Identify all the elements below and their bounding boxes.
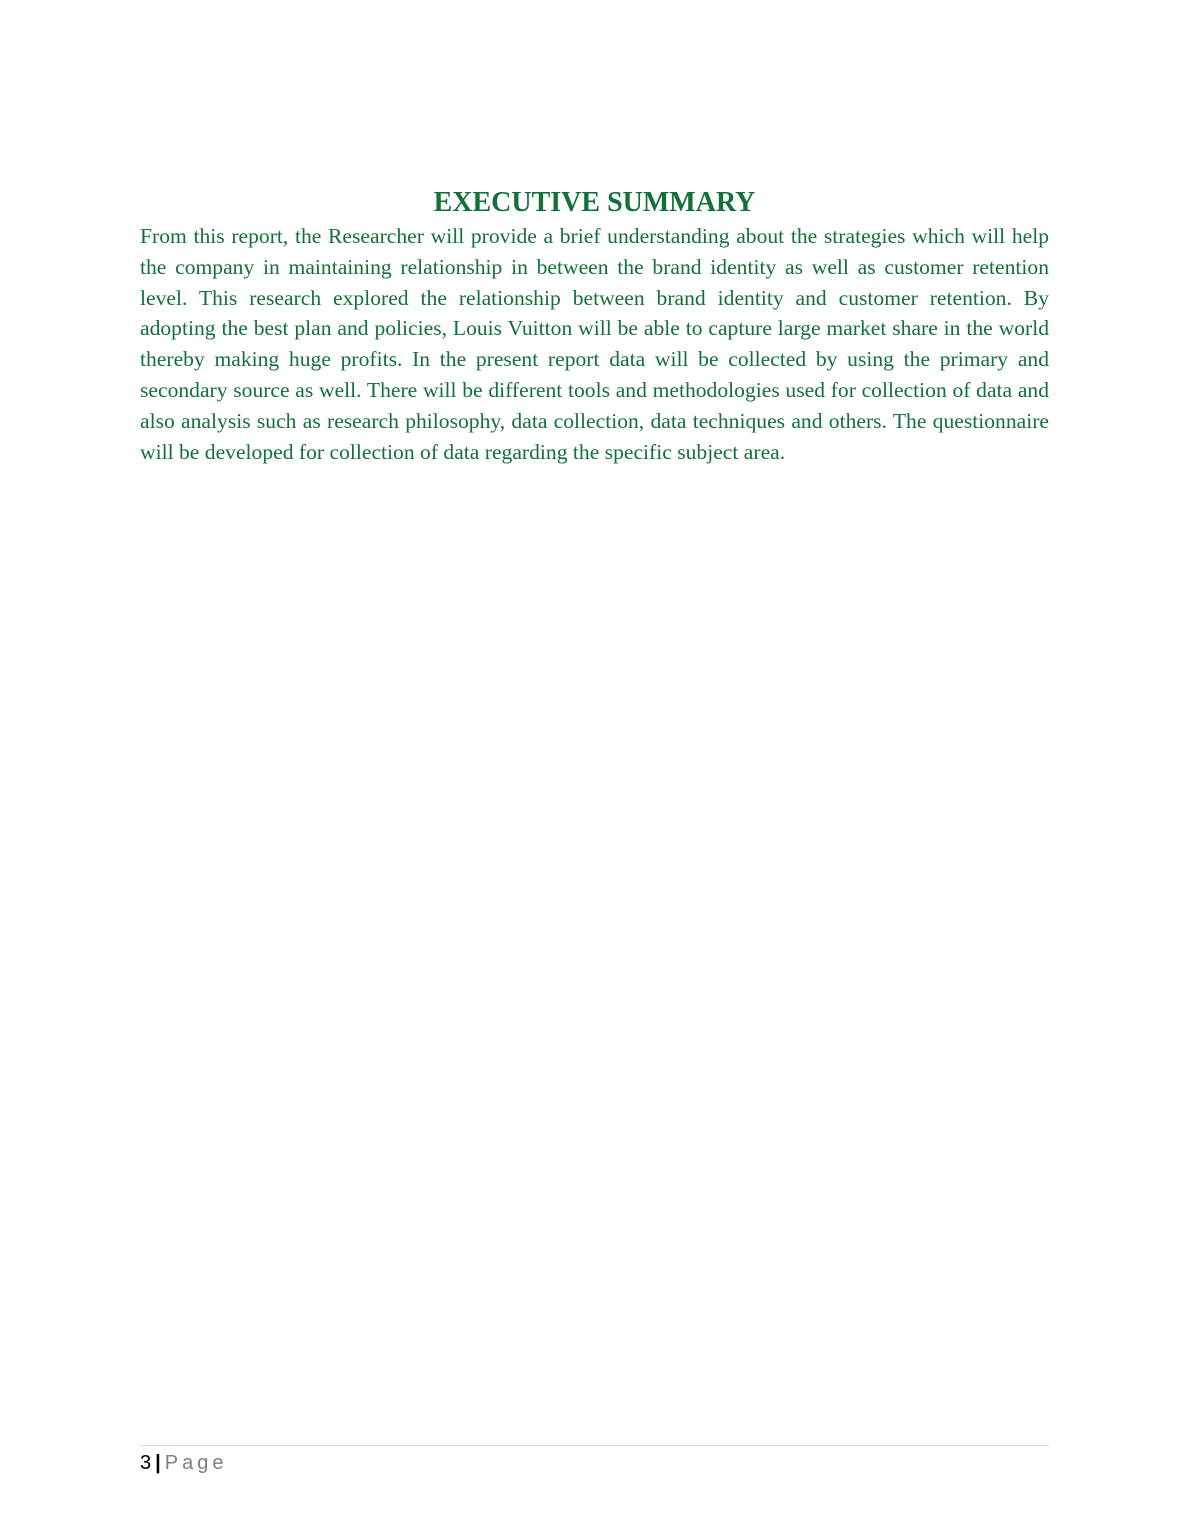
footer-separator: | [155, 1452, 161, 1474]
page-number: 3 [140, 1452, 152, 1474]
page-label: Page [164, 1452, 228, 1474]
summary-paragraph: From this report, the Researcher will provide a brief understanding about the strategies which will help the company in maintaining relationship in between the brand identity as well as customer retention level. This research explored the relationship between brand identity and customer retention. By adopting the best plan and policies, Louis Vuitton will be able to capture large market share in the world thereby making huge profits. In the present report data will be collected by using the primary and secondary source as well. There will be different tools and methodologies used for collection of data and also analysis such as research philosophy, data collection, data techniques and others. The questionnaire will be developed for collection of data regarding the specific subject area. [140, 224, 1049, 464]
section-heading: EXECUTIVE SUMMARY [433, 187, 756, 218]
footer-divider [140, 1445, 1049, 1446]
page-footer [140, 1450, 227, 1476]
